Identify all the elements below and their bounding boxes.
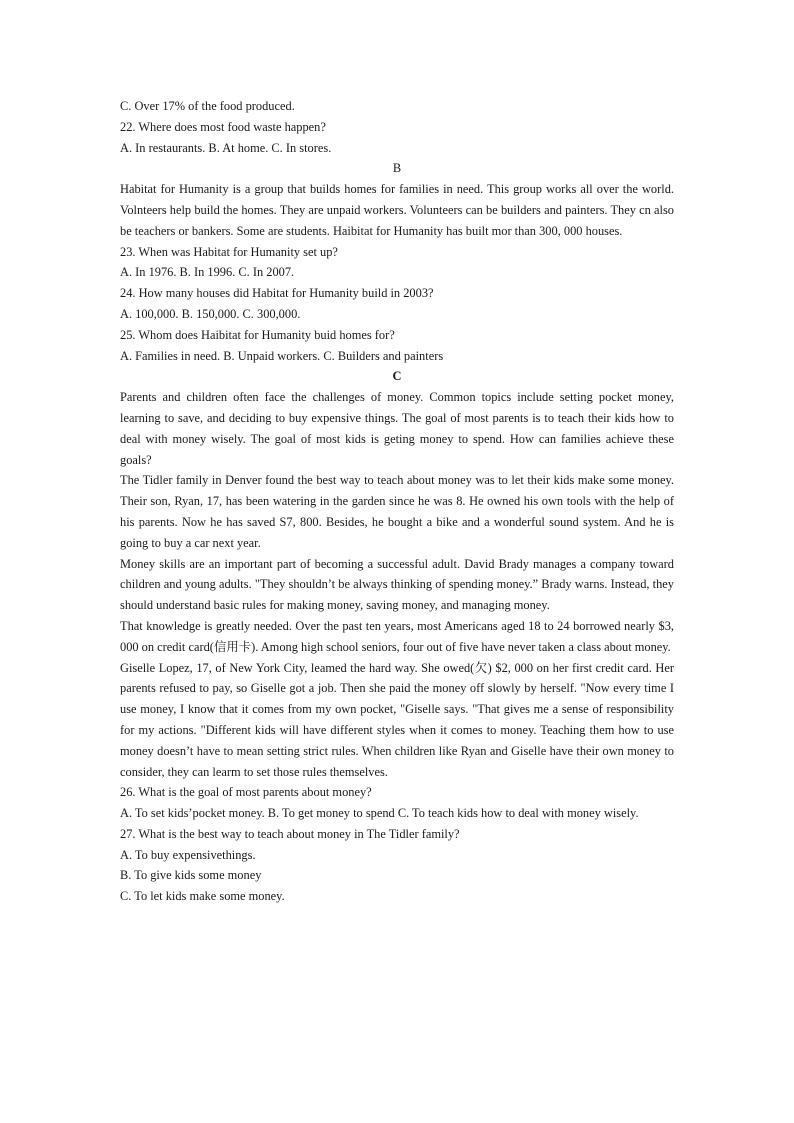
section-c-paragraph-1: Parents and children often face the challenges of money. Common topics include setting pocket money, learning to save, and deciding to buy expensive things. The goal of most parents is to teach their kids how to deal with money wisely. The goal of most kids is geting money to spend. How can families achieve these goals?	[120, 390, 674, 467]
section-b-heading: B	[392, 161, 402, 176]
question-27-option-a: A. To buy expensivethings.	[120, 847, 256, 862]
question-24-options: A. 100,000. B. 150,000. C. 300,000.	[120, 306, 301, 321]
question-22-options: A. In restaurants. B. At home. C. In stores.	[120, 140, 332, 155]
question-22: 22. Where does most food waste happen?	[120, 119, 326, 134]
question-23: 23. When was Habitat for Humanity set up?	[120, 244, 338, 259]
section-c-paragraph-3: Money skills are an important part of becoming a successful adult. David Brady manages a company toward children and young adults. "They shouldn’t be always thinking of spending money.” Brady warns. Instead, they should understand basic rules for making money, saving money, and managing money.	[120, 556, 674, 613]
question-27-option-b: B. To give kids some money	[120, 868, 262, 883]
question-23-options: A. In 1976. B. In 1996. C. In 2007.	[120, 265, 295, 280]
question-27-option-c: C. To let kids make some money.	[120, 889, 285, 904]
section-c-paragraph-4: That knowledge is greatly needed. Over the past ten years, most Americans aged 18 to 24 borrowed nearly $3, 000 on credit card(信用卡). Among high school seniors, four out of five have never taken a class about money.	[120, 618, 674, 654]
section-c-paragraph-5: Giselle Lopez, 17, of New York City, leamed the hard way. She owed(欠) $2, 000 on her first credit card. Her parents refused to pay, so Giselle got a job. Then she paid the money off slowly by herself. "Now every time I use money, I know that it comes from my own pocket, "Giselle says. "That gives me a sense of responsibility for my actions. "Different kids will have different styles when it comes to money. Teaching them how to use money doesn’t have to mean setting strict rules. When children like Ryan and Giselle have their own money to consider, they can learm to set those rules themselves.	[120, 660, 674, 779]
section-c-heading: C	[392, 369, 402, 384]
answer-option-line: C. Over 17% of the food produced.	[120, 99, 295, 113]
question-25-options: A. Families in need. B. Unpaid workers. C. Builders and painters	[120, 348, 444, 363]
question-25: 25. Whom does Haibitat for Humanity buid homes for?	[120, 327, 395, 342]
section-c-paragraph-2: The Tidler family in Denver found the best way to teach about money was to let their kids make some money. Their son, Ryan, 17, has been watering in the garden since he was 8. He owned his own tools with the help of his parents. Now he has saved S7, 800. Besides, he bought a bike and a wonderful sound system. And he is going to buy a car next year.	[120, 473, 674, 550]
question-24: 24. How many houses did Habitat for Humanity build in 2003?	[120, 286, 434, 301]
question-26-options: A. To set kids’pocket money. B. To get money to spend C. To teach kids how to deal with money wisely.	[120, 806, 639, 821]
question-26: 26. What is the goal of most parents about money?	[120, 785, 372, 800]
section-b-passage: Habitat for Humanity is a group that builds homes for families in need. This group works all over the world. Volnteers help build the homes. They are unpaid workers. Volunteers can be builders and painters. They cn also be teachers or bankers. Some are students. Haibitat for Humanity has built mor than 300, 000 houses.	[120, 182, 674, 238]
question-27: 27. What is the best way to teach about money in The Tidler family?	[120, 826, 460, 841]
document-page	[120, 96, 674, 907]
